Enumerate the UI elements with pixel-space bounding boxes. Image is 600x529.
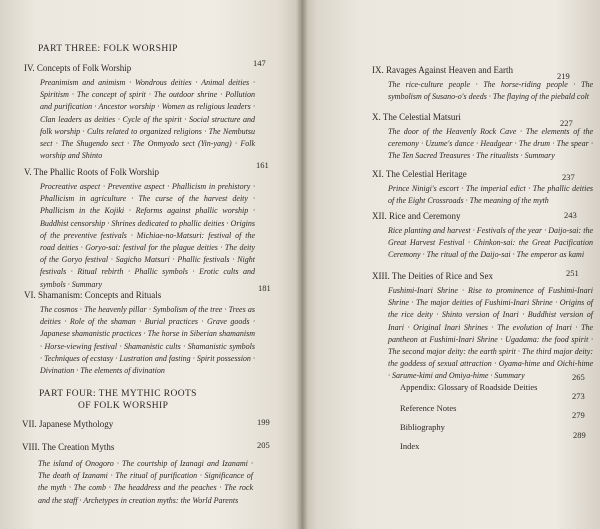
chapter-title: VIII. The Creation Myths [22, 442, 115, 452]
part-four-heading: PART FOUR: THE MYTHIC ROOTS [39, 389, 197, 399]
page-number: 243 [564, 210, 577, 220]
page-number: 199 [257, 417, 270, 427]
page-number: 265 [572, 372, 585, 382]
chapter-title: X. The Celestial Matsuri [372, 112, 461, 122]
chapter-contents: The rice-culture people · The horse-riding people · The symbolism of Susano-o's deeds · The flaying of the piebald colt [388, 80, 593, 102]
chapter-contents: The door of the Heavenly Rock Cave · The elements of the ceremony · Uzume's dance · Headgear · The drum · The spear · The Ten Sacred Treasures · The ritualists · Summary [388, 127, 593, 161]
page-number: 279 [572, 410, 585, 420]
chapter-contents: Fushimi-Inari Shrine · Rise to prominence of Fushimi-Inari Shrine · The major deities of Fushimi-Inari Shrine · Origins of the rice deity · Shinto version of Inari · Buddhist version of Inari · Original Inari Shrines · The evolution of Inari · The pantheon at Fushimi-Inari Shrine · Ugadama: the food spirit · The second major deity: the earth spirit · The third major deity: the goddess of sexual attraction · Oyama-hime and Oichi-hime · Sarume-kimi and Omiya-hime · Summary [388, 286, 593, 381]
chapter-contents: Prince Ninigi's escort · The imperial edict · The phallic deities of the Eight Crossroads · The meaning of the myth [388, 184, 593, 206]
chapter-contents: Procreative aspect · Preventive aspect · Phallicism in prehistory · Phallicism in agriculture · The curse of the harvest deity · Phallicism in the Kojiki · Reforms against phallic worship · Buddhist censorship · Shrines dedicated to phallic deities · Origins of the preventive festivals · Michiae-no-Matsuri: festival of the road deities · Goryo-sai: festival for the plague deities · The deity of the Goryo festival · Sagicho Matsuri · Phallic festivals · Night festivals · Ritual rebirth · Phallic symbols · Erotic cults and symbols · Summary [40, 182, 255, 289]
page-number: 161 [256, 160, 269, 170]
chapter-title: V. The Phallic Roots of Folk Worship [24, 167, 160, 177]
right-page [302, 0, 600, 529]
page-number: 251 [566, 268, 579, 278]
index-entry: Index [400, 441, 420, 451]
chapter-title: XII. Rice and Ceremony [372, 211, 461, 221]
bibliography-entry: Bibliography [400, 422, 445, 432]
chapter-contents: Preanimism and animism · Wondrous deities · Animal deities · Spiritism · The concept of spirit · The outdoor shrine · Pollution and purification · Ancestor worship · Women as religious leaders · Clan leaders as deities · Cycle of the spirit · Social structure and folk worship · Cults related to organized religions · The Nembutsu sect · The Shugendo sect · The Onmyodo sect (Yin-yang) · Folk worship and Shinto [40, 78, 255, 161]
chapter-contents: Rice planting and harvest · Festivals of the year · Daijo-sai: the Great Harvest Festival · Chinkon-sai: the Great Pacification Ceremony · The ritual of the Daijo-sai · The emperor as kami [388, 226, 593, 260]
chapter-title: IV. Concepts of Folk Worship [24, 63, 132, 73]
chapter-contents: The cosmos · The heavenly pillar · Symbolism of the tree · Trees as deities · Role of the shaman · Burial practices · Grave goods · Japanese shamanistic practices · The horse in Siberian shamanism · Horse-viewing festival · Shamanistic cults · Shamanistic symbols · Techniques of ecstasy · Lustration and fasting · Spirit possession · Divination · The elements of divination [40, 305, 255, 376]
part-three-heading: PART THREE: FOLK WORSHIP [38, 44, 178, 54]
page-number: 181 [258, 283, 271, 293]
reference-notes-entry: Reference Notes [400, 403, 457, 413]
page-number: 227 [560, 118, 573, 128]
page-number: 273 [572, 391, 585, 401]
book-gutter-shadow [296, 0, 308, 529]
part-four-heading-continued: OF FOLK WORSHIP [78, 401, 169, 411]
page-number: 205 [257, 440, 270, 450]
chapter-title: IX. Ravages Against Heaven and Earth [372, 65, 513, 75]
chapter-title: XIII. The Deities of Rice and Sex [372, 271, 494, 281]
chapter-title: XI. The Celestial Heritage [372, 169, 467, 179]
page-number: 219 [557, 71, 570, 81]
chapter-contents: The island of Onogoro · The courtship of Izanagi and Izanami · The death of Izanami · The ritual of purification · Significance of the myth · The comb · The headdress and the peaches · The rock and the staff · Archetypes in creation myths: the World Parents [38, 459, 253, 505]
page-number: 237 [562, 172, 575, 182]
appendix-entry: Appendix: Glossary of Roadside Deities [400, 382, 538, 392]
page-number: 289 [573, 430, 586, 440]
page-number: 147 [253, 58, 266, 68]
chapter-title: VI. Shamanism: Concepts and Rituals [24, 290, 162, 300]
chapter-title: VII. Japanese Mythology [22, 419, 114, 429]
